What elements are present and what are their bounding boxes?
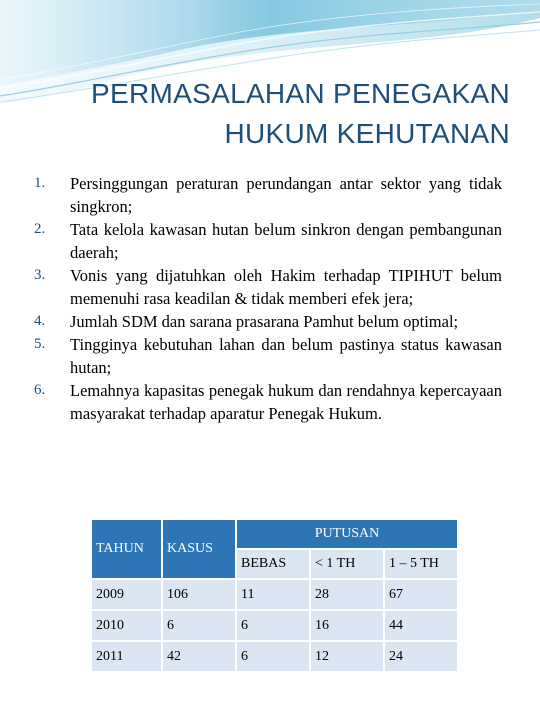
list-item [34,379,502,425]
list-item-number: 6. [34,382,46,398]
cell-tahun: 2010 [92,611,161,640]
table-row [92,642,457,671]
cell-1-to-5-years: 67 [385,580,457,609]
list-item-text: Jumlah SDM dan sarana prasarana Pamhut belum optimal; [70,312,459,331]
list-item-number: 5. [34,336,46,352]
list-item-text: Lemahnya kapasitas penegak hukum dan rendahnya kepercayaan masyarakat terhadap aparatur Penegak Hukum. [70,381,502,423]
header-less-than-1-year: < 1 TH [311,550,383,578]
cell-1-to-5-years: 24 [385,642,457,671]
cell-kasus: 6 [163,611,235,640]
header-putusan: PUTUSAN [237,520,457,548]
cell-tahun: 2011 [92,642,161,671]
list-item-number: 1. [34,175,46,191]
list-item [34,333,502,379]
cell-1-to-5-years: 44 [385,611,457,640]
cell-bebas: 6 [237,611,309,640]
list-item-number: 4. [34,313,46,329]
cell-less-than-1-year: 28 [311,580,383,609]
list-item-text: Tingginya kebutuhan lahan dan belum pastinya status kawasan hutan; [70,335,502,377]
list-item [34,172,502,218]
header-bebas: BEBAS [237,550,309,578]
cell-less-than-1-year: 16 [311,611,383,640]
cell-bebas: 6 [237,642,309,671]
title-line-2: HUKUM KEHUTANAN [224,118,510,149]
list-item-number: 2. [34,221,46,237]
issue-list [34,172,502,425]
cell-less-than-1-year: 12 [311,642,383,671]
header-1-to-5-years: 1 – 5 TH [385,550,457,578]
list-item-text: Tata kelola kawasan hutan belum sinkron dengan pembangunan daerah; [70,220,502,262]
header-kasus: KASUS [163,520,235,578]
list-item [34,264,502,310]
title-line-1: PERMASALAHAN PENEGAKAN [91,78,510,109]
header-tahun: TAHUN [92,520,161,578]
cell-kasus: 106 [163,580,235,609]
list-item-text: Vonis yang dijatuhkan oleh Hakim terhadap TIPIHUT belum memenuhi rasa keadilan & tidak memberi efek jera; [70,266,502,308]
list-item [34,310,502,333]
page-title [40,74,510,154]
cell-bebas: 11 [237,580,309,609]
table-row [92,580,457,609]
list-item-text: Persinggungan peraturan perundangan antar sektor yang tidak singkron; [70,174,502,216]
list-item-number: 3. [34,267,46,283]
case-verdict-table [90,518,459,673]
list-item [34,218,502,264]
table-row [92,611,457,640]
cell-kasus: 42 [163,642,235,671]
cell-tahun: 2009 [92,580,161,609]
